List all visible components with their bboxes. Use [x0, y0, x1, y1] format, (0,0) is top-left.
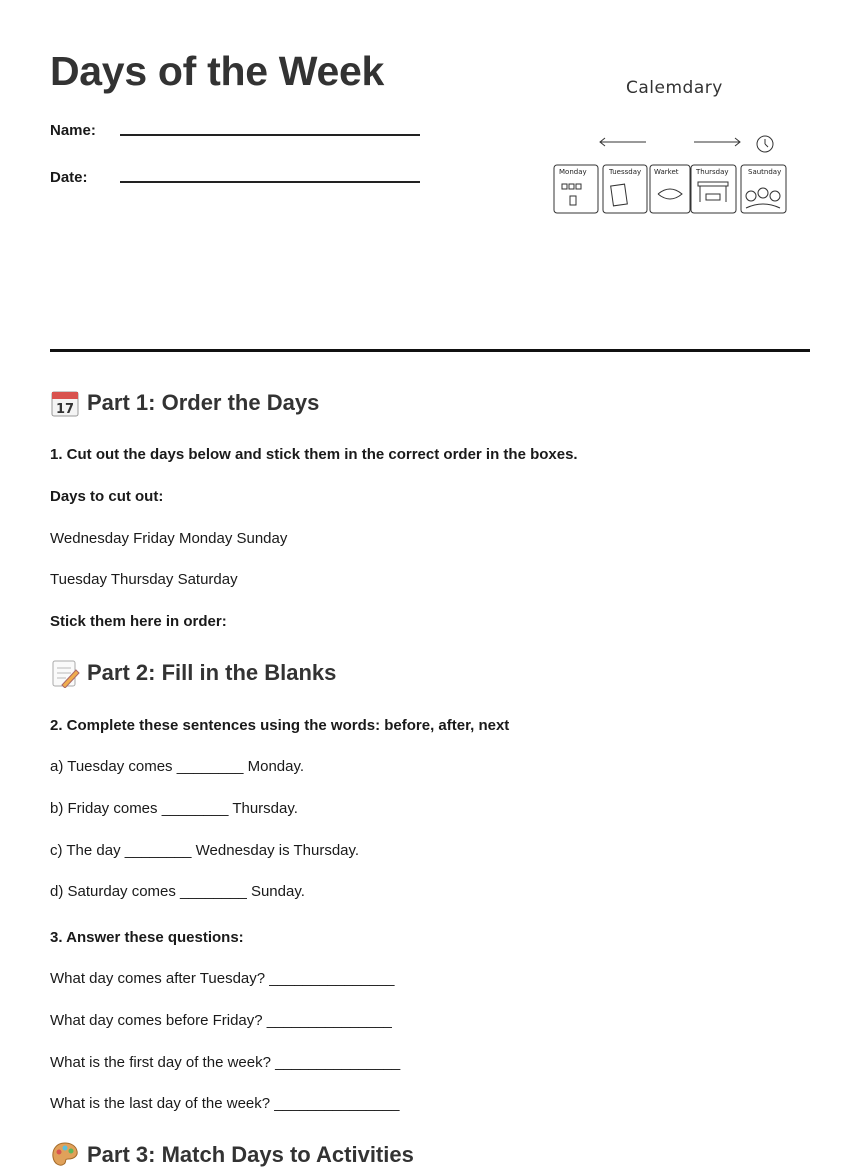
cut-days-line1: Wednesday Friday Monday Sunday: [50, 530, 288, 547]
date-label: Date:: [50, 169, 88, 186]
question-2: What day comes before Friday? _______________: [50, 1012, 392, 1029]
card-label-0: Monday: [559, 168, 587, 176]
sentence-b: b) Friday comes ________ Thursday.: [50, 800, 298, 817]
card-label-4: Sautnday: [748, 168, 782, 176]
illustration-caption: Calemdary: [626, 78, 723, 98]
stick-label: Stick them here in order:: [50, 613, 227, 630]
questions-label: 3. Answer these questions:: [50, 929, 244, 946]
part3-heading: [50, 1140, 414, 1170]
part2-heading: [50, 658, 336, 688]
page-title: Days of the Week: [50, 48, 384, 94]
name-field[interactable]: [50, 122, 96, 139]
part1-title: Part 1: Order the Days: [87, 390, 320, 415]
part2-instruction: 2. Complete these sentences using the words: before, after, next: [50, 717, 510, 734]
card-label-1: Tuessday: [609, 168, 642, 176]
question-3: What is the first day of the week? _______________: [50, 1054, 401, 1071]
sentence-d: d) Saturday comes ________ Sunday.: [50, 883, 305, 900]
question-4: What is the last day of the week? _______________: [50, 1095, 400, 1112]
memo-icon: [50, 658, 80, 688]
date-field[interactable]: [50, 169, 88, 186]
calendar-icon: [50, 388, 80, 418]
svg-text:17: 17: [55, 402, 75, 417]
name-line[interactable]: [120, 134, 420, 136]
cut-label: Days to cut out:: [50, 488, 164, 505]
calendar-illustration: [548, 70, 798, 220]
card-label-2: Warket: [654, 168, 679, 176]
name-label: Name:: [50, 122, 96, 139]
question-1: What day comes after Tuesday? _______________: [50, 970, 395, 987]
section-divider: [50, 349, 810, 352]
sentence-a: a) Tuesday comes ________ Monday.: [50, 758, 305, 775]
date-line[interactable]: [120, 181, 420, 183]
cut-days-line2: Tuesday Thursday Saturday: [50, 571, 238, 588]
part2-title: Part 2: Fill in the Blanks: [87, 660, 337, 685]
card-label-3: Thursday: [696, 168, 729, 176]
palette-icon: [50, 1140, 80, 1170]
part1-instruction: 1. Cut out the days below and stick them in the correct order in the boxes.: [50, 446, 578, 463]
sentence-c: c) The day ________ Wednesday is Thursday.: [50, 842, 360, 859]
part3-title: Part 3: Match Days to Activities: [87, 1142, 414, 1167]
part1-heading: [50, 388, 319, 418]
